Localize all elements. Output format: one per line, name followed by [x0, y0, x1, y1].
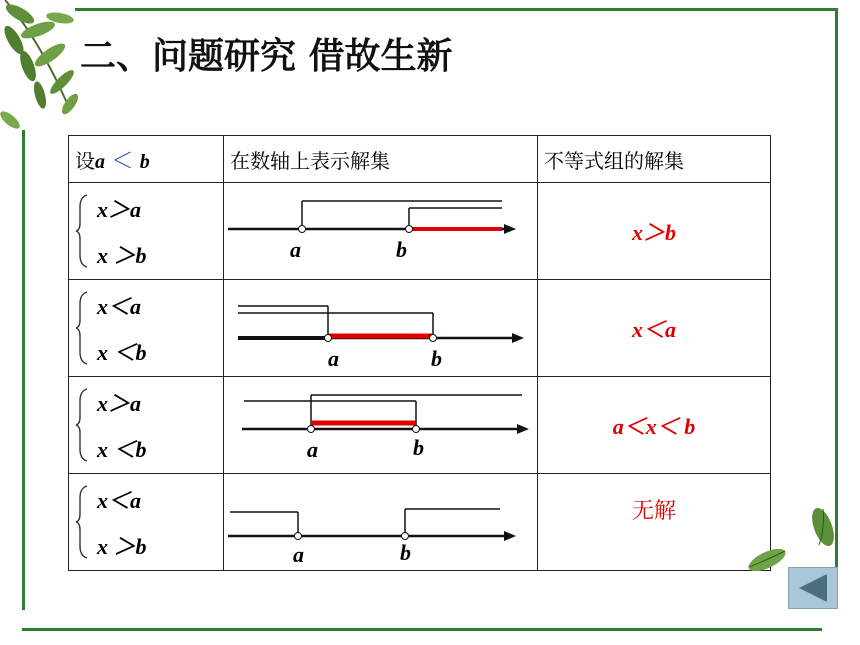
table-row: [69, 377, 771, 474]
header-condition-op: ＜: [111, 148, 134, 174]
frame-top-line: [75, 8, 835, 11]
brace-icon: [75, 290, 89, 366]
header-solution: 不等式组的解集: [538, 136, 771, 183]
inequality-2: x ＜b: [97, 437, 147, 462]
header-condition-prefix: 设: [75, 148, 95, 173]
header-condition-b: b: [139, 150, 150, 173]
header-number-line: 在数轴上表示解集: [224, 136, 538, 183]
point-b-label: b: [431, 346, 442, 371]
number-line: [224, 377, 531, 473]
number-line: [224, 280, 531, 376]
inequality-system: [69, 280, 223, 376]
number-line: [224, 183, 531, 279]
frame-bottom-line: [22, 628, 822, 631]
solution-cell: a＜x＜ b: [538, 377, 771, 474]
frame-right-line: [835, 8, 838, 568]
brace-icon: [75, 387, 89, 463]
number-line: [224, 474, 531, 570]
header-condition-a: a: [95, 150, 105, 173]
solution-table: [68, 135, 771, 571]
inequality-2: x ＜b: [97, 340, 147, 365]
point-a-label: a: [328, 346, 339, 371]
point-b-label: b: [400, 540, 411, 565]
table-header-row: [69, 136, 771, 183]
point-b-label: b: [413, 435, 424, 460]
brace-icon: [75, 193, 89, 269]
point-a-label: a: [307, 437, 318, 462]
inequality-2: x ＞b: [97, 243, 147, 268]
triangle-left-icon: [789, 568, 837, 608]
previous-slide-button[interactable]: [788, 567, 838, 609]
inequality-2: x ＞b: [97, 534, 147, 559]
point-a-label: a: [293, 542, 304, 567]
table-row: [69, 183, 771, 280]
table-row: [69, 280, 771, 377]
page-title: 二、问题研究 借故生新: [80, 36, 453, 77]
header-condition: [69, 136, 224, 183]
inequality-1: x＜a: [97, 294, 142, 319]
inequality-1: x＞a: [97, 391, 142, 416]
inequality-system: [69, 377, 223, 473]
solution-cell: 无解: [631, 499, 676, 524]
point-b-label: b: [396, 237, 407, 262]
inequality-system: [69, 183, 223, 279]
solution-cell: x＜a: [538, 280, 771, 377]
inequality-1: x＞a: [97, 197, 142, 222]
table-row: [69, 474, 771, 571]
inequality-system: [69, 474, 223, 570]
point-a-label: a: [290, 237, 301, 262]
solution-cell: x＞b: [538, 183, 771, 280]
brace-icon: [75, 484, 89, 560]
frame-left-line: [22, 130, 25, 610]
inequality-1: x＜a: [97, 488, 142, 513]
